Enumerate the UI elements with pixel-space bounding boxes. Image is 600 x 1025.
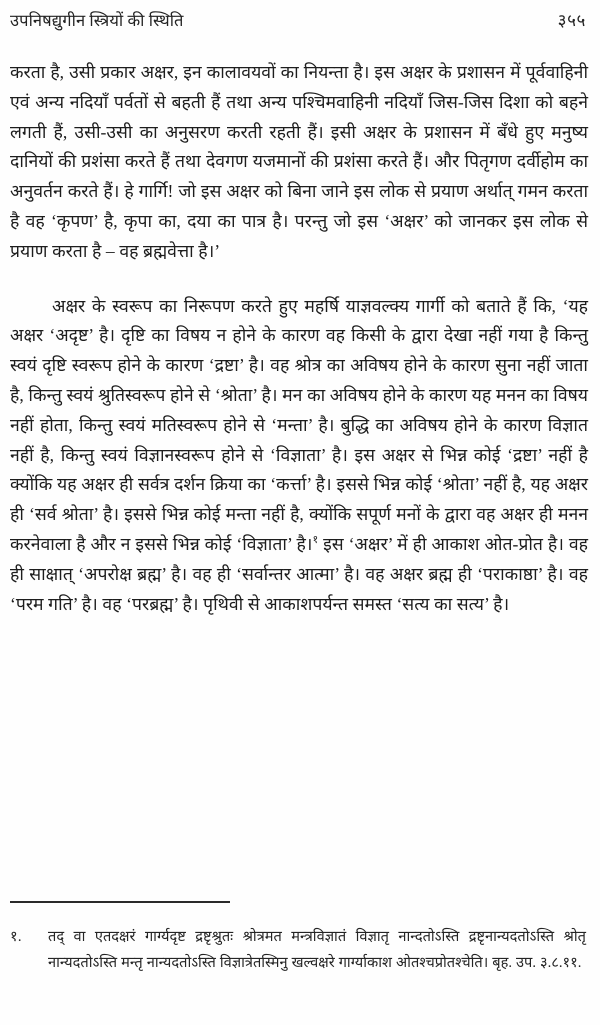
footnote-number: १. — [10, 929, 22, 945]
footnote-item — [10, 925, 586, 976]
paragraph-text-after-footnote: इस ‘अक्षर’ में ही आकाश ओत-प्रोत है। वह ही साक्षात् ‘अपरोक्ष ब्रह्म’ है। वह ही ‘सर्वान्तर आत्मा’ है। वह अक्षर ब्रह्म ही ‘पराकाष्ठा’ है। वह ‘परम गति’ है। वह ‘परब्रह्म’ है। पृथिवी से आकाशपर्यन्त समस्त ‘सत्य का सत्य’ है। — [10, 533, 588, 614]
text-block — [10, 58, 588, 619]
paragraph-text-before-footnote: अक्षर के स्वरूप का निरूपण करते हुए महर्षि याज्ञवल्क्य गार्गी को बताते हैं कि, ‘यह अक्षर ‘अदृष्ट’ है। दृष्टि का विषय न होने के कारण वह किसी के द्वारा देखा नहीं गया है किन्तु स्वयं दृष्टि स्वरूप होने के कारण ‘द्रष्टा’ है। वह श्रोत्र का अविषय होने के कारण सुना नहीं जाता है, किन्तु स्वयं श्रुतिस्वरूप होने से ‘श्रोता’ है। मन का अविषय होने के कारण यह मनन का विषय नहीं होता, किन्तु स्वयं मतिस्वरूप होने से ‘मन्ता’ है। बुद्धि का अविषय होने के कारण विज्ञात नहीं है, किन्तु स्वयं विज्ञानस्वरूप होने से ‘विज्ञाता’ है। इस अक्षर से भिन्न कोई ‘द्रष्टा’ नहीं है क्योंकि यह अक्षर ही सर्वत्र दर्शन क्रिया का ‘कर्त्ता’ है। इससे भिन्न कोई ‘श्रोता’ नहीं है, यह अक्षर ही ‘सर्व श्रोता’ है। इससे भिन्न कोई मन्ता नहीं है, क्योंकि सपूर्ण मनों के द्वारा वह अक्षर ही मनन करनेवाला है और न इससे भिन्न कोई ‘विज्ञाता’ है। — [10, 295, 588, 554]
paragraph-continuation: करता है, उसी प्रकार अक्षर, इन कालावयवों का नियन्ता है। इस अक्षर के प्रशासन में पूर्ववाहिनी एवं अन्य नदियाँ पर्वतों से बहती हैं तथा अन्य पश्चिमवाहिनी नदियाँ जिस-जिस दिशा को बहने लगती हैं, उसी-उसी का अनुसरण करती रहती हैं। इसी अक्षर के प्रशासन में बँधे हुए मनुष्य दानियों की प्रशंसा करते हैं तथा देवगण यजमानों की प्रशंसा करते हैं। और पितृगण दर्वीहोम का अनुवर्तन करते हैं। हे गार्गि! जो इस अक्षर को बिना जाने इस लोक से प्रयाण अर्थात् गमन करता है वह ‘कृपण’ है, कृपा का, दया का पात्र है। परन्तु जो इस ‘अक्षर’ को जानकर इस लोक से प्रयाण करता है – वह ब्रह्मवेत्ता है।’ — [10, 62, 588, 261]
running-head-title: उपनिषद्युगीन स्त्रियों की स्थिति — [10, 11, 184, 30]
running-head — [10, 8, 586, 38]
footnote-area — [10, 925, 586, 976]
footnote-reference-marker[interactable]: १ — [312, 534, 319, 547]
footnote-text: तद् वा एतदक्षरं गार्ग्यदृष्ट द्रष्टृश्रुतः श्रोत्रमत मन्त्रविज्ञातं विज्ञातृ नान्दतोऽस्ति द्रष्टृनान्यदतोऽस्ति श्रोतृ नान्यदतोऽस्ति मन्तृ नान्यदतोऽस्ति विज्ञात्रेतस्मिनु खल्वक्षरे गार्ग्याकाश ओतश्चप्रोतश्चेति। बृह. उप. ३.८.११. — [48, 929, 586, 971]
footnote-separator-rule — [10, 901, 230, 903]
page-number: ३५५ — [557, 11, 586, 30]
paragraph-akshar-svarup — [10, 292, 588, 620]
